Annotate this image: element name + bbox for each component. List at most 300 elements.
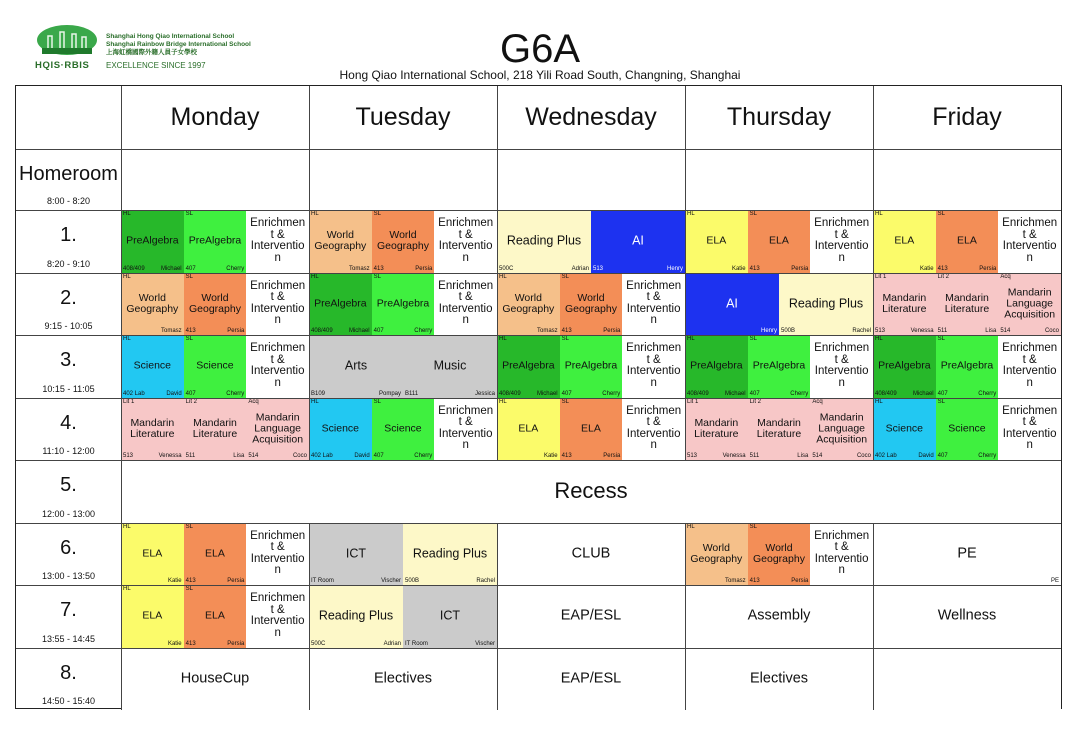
class-block[interactable] [810,210,873,273]
block-level-tag: SL [185,336,193,342]
class-block[interactable] [372,398,435,461]
class-teacher: Katie [167,640,182,647]
class-block[interactable] [309,335,403,398]
block-level-tag: HL [687,211,695,217]
class-teacher: Persia [603,328,621,334]
period-time: 12:00 - 13:00 [41,508,96,519]
class-block[interactable] [434,398,497,461]
page-title: G6A [499,27,581,71]
class-room: 407 [937,453,948,459]
class-block[interactable] [309,648,497,711]
day-header-monday: Monday [170,103,260,131]
class-block[interactable] [810,523,873,586]
block-level-tag: HL [123,586,131,592]
class-block[interactable] [685,648,873,711]
class-block[interactable] [403,335,497,398]
block-level-tag: Lit 2 [749,398,761,405]
class-teacher: Katie [167,578,182,584]
class-subject: Enrichmen t & Interventio n [250,342,306,389]
class-block[interactable] [748,523,811,586]
class-block[interactable] [184,523,247,586]
grid-line-v [685,523,686,711]
class-subject: World Geography [753,541,805,565]
class-subject: ICT [345,546,367,561]
class-block[interactable] [497,273,560,336]
class-block[interactable] [372,210,435,273]
class-subject: ELA [894,234,915,247]
class-block[interactable] [246,210,309,273]
class-subject: Music [433,358,467,373]
class-teacher: Lisa [233,453,245,459]
grid-line-v [873,523,874,711]
period-number: 2. [60,286,77,309]
excellence-text: EXCELLENCE SINCE 1997 [106,61,206,70]
class-teacher: PE [1050,578,1059,584]
class-subject: PreAlgebra [502,359,555,372]
class-block[interactable] [121,648,309,711]
class-block[interactable] [184,335,247,398]
header [0,0,1080,85]
class-block[interactable] [246,585,309,648]
class-block[interactable] [560,335,623,398]
class-teacher: Lisa [797,453,809,459]
class-subject: Science [384,422,422,435]
class-block[interactable] [246,523,309,586]
class-room: 407 [185,265,196,272]
block-level-tag: Acq [248,398,259,405]
grid-line-h [16,460,1061,461]
class-room: 514 [812,453,823,459]
class-room: 413 [185,328,196,334]
class-room: 408/409 [499,390,521,397]
class-block[interactable] [184,585,247,648]
class-room: 413 [937,265,948,272]
class-block[interactable] [309,273,372,336]
block-level-tag: SL [937,211,945,217]
school-name-2: Shanghai Rainbow Bridge International School [106,41,251,48]
class-subject: Mandarin Language Acquisition [252,411,304,446]
period-number: 5. [60,474,77,496]
period-time: 10:15 - 11:05 [42,383,95,394]
class-room: 407 [749,390,760,397]
class-block[interactable] [810,335,873,398]
grid-line-h [16,149,1061,150]
class-room: 402 Lab [311,453,333,459]
class-block[interactable] [622,335,685,398]
class-teacher: Katie [731,265,746,272]
class-block[interactable] [184,210,247,273]
class-block[interactable] [998,210,1061,273]
block-level-tag: HL [123,211,131,217]
class-teacher: David [354,453,370,459]
class-room: 513 [593,265,604,272]
class-teacher: Cherry [414,453,433,459]
class-subject: ELA [142,609,163,622]
class-subject: Enrichmen t & Interventio n [814,342,870,389]
class-subject: Mandarin Literature [130,416,175,440]
class-subject: Enrichmen t & Interventio n [1002,404,1058,452]
class-block[interactable] [403,585,497,648]
period-label [16,585,121,648]
class-block[interactable] [873,273,936,336]
day-header-friday: Friday [932,103,1002,131]
class-room: 408/409 [875,390,897,397]
period-number: Homeroom [19,163,118,185]
class-teacher: Tomasz [724,578,746,584]
block-level-tag: HL [123,523,131,530]
block-level-tag: HL [687,336,695,342]
class-subject: Electives [373,670,433,687]
class-subject: EAP/ESL [560,670,622,687]
class-subject: Reading Plus [412,546,488,561]
class-subject: PreAlgebra [376,297,430,310]
period-time: 9:15 - 10:05 [44,321,93,331]
class-teacher: Coco [856,453,871,459]
class-teacher: David [918,453,934,459]
class-room: 413 [749,578,760,584]
class-subject: ELA [769,234,789,247]
class-subject: Enrichmen t & Interventio n [626,404,682,452]
class-room: 513 [875,328,886,334]
class-subject: Science [321,422,359,435]
class-block[interactable] [403,523,497,586]
school-address: Hong Qiao International School, 218 Yili Road South, Changning, Shanghai [339,68,741,82]
class-block[interactable] [873,335,936,398]
class-room: 407 [373,453,384,459]
class-subject: ELA [957,234,977,247]
class-subject: EAP/ESL [560,607,622,624]
class-subject: Enrichmen t & Interventio n [1002,217,1058,264]
class-teacher: Cherry [602,390,621,397]
class-block[interactable] [936,210,999,273]
period-time: 13:00 - 13:50 [41,571,96,581]
block-level-tag: HL [875,336,883,342]
class-block[interactable] [497,398,560,461]
class-teacher: Cherry [414,328,433,334]
class-subject: Enrichmen t & Interventio n [438,279,494,327]
class-teacher: Cherry [978,390,997,397]
block-level-tag: SL [749,523,757,530]
class-subject: ELA [205,609,225,622]
day-header-wednesday: Wednesday [525,103,657,131]
class-block[interactable] [184,273,247,336]
class-block[interactable] [560,398,623,461]
class-subject: Science [885,422,923,435]
class-subject: World Geography [690,541,743,565]
class-subject: Mandarin Literature [694,416,739,440]
block-level-tag: HL [875,398,883,405]
class-room: IT Room [311,578,334,584]
class-teacher: Tomasz [536,328,558,334]
class-teacher: Tomasz [348,265,370,272]
block-level-tag: SL [185,523,193,530]
class-subject: Enrichmen t & Interventio n [814,217,870,264]
class-teacher: Lisa [985,328,997,334]
class-block[interactable] [121,273,184,336]
class-teacher: Jessica [474,390,495,397]
class-block[interactable] [873,210,936,273]
class-block[interactable] [497,523,685,586]
class-subject: Enrichmen t & Interventio n [250,529,306,577]
class-block[interactable] [873,398,936,461]
class-block[interactable] [372,273,435,336]
class-block[interactable] [685,585,873,648]
day-header-thursday: Thursday [726,103,832,131]
class-teacher: Persia [603,453,621,459]
class-subject: Mandarin Language Acquisition [1004,286,1056,321]
class-teacher: Persia [227,328,245,334]
grid-line-h [16,273,1061,274]
class-teacher: Coco [1044,328,1059,334]
class-teacher: Henry [760,328,777,334]
class-subject: PreAlgebra [940,359,994,372]
period-time: 8:00 - 8:20 [46,196,91,206]
class-room: 408/409 [311,328,333,334]
class-room: 500B [781,328,796,334]
grid-line-v [497,86,498,460]
class-room: 407 [561,390,572,397]
class-teacher: Persia [791,265,809,272]
class-teacher: Tomasz [160,328,182,334]
block-level-tag: SL [937,398,945,405]
class-subject: Reading Plus [506,233,582,248]
class-teacher: Vischer [381,578,401,584]
class-block[interactable] [685,398,748,461]
grid-line-h [16,335,1061,336]
grid-line-h [16,523,1061,524]
class-teacher: Henry [666,265,683,272]
class-subject: Assembly [747,607,811,624]
class-block[interactable] [810,398,873,461]
period-number: 8. [60,661,77,684]
class-block[interactable] [497,585,685,648]
class-block[interactable] [121,335,184,398]
block-level-tag: HL [875,211,883,217]
grid-line-v [497,523,498,711]
grid-line-v [121,86,122,710]
block-level-tag: HL [499,336,507,342]
class-block[interactable] [246,335,309,398]
class-subject: Mandarin Literature [756,416,802,440]
period-number: 7. [60,599,77,621]
class-block[interactable] [497,210,591,273]
class-block[interactable] [184,398,247,461]
class-subject: World Geography [502,291,555,315]
class-block[interactable] [434,210,497,273]
class-teacher: Adrian [383,640,401,647]
class-block[interactable] [685,273,779,336]
class-room: B109 [311,390,326,397]
block-level-tag: SL [185,586,193,592]
period-label [16,460,121,523]
class-teacher: Cherry [226,265,245,272]
class-block[interactable] [873,648,1061,711]
class-block[interactable] [497,335,560,398]
period-number: 6. [60,536,77,559]
class-teacher: Pompay [378,390,401,397]
class-subject: PE [957,545,977,562]
class-teacher: Persia [791,578,809,584]
class-block[interactable] [434,273,497,336]
class-teacher: Vischer [475,640,495,647]
class-block[interactable] [121,585,184,648]
class-subject: Enrichmen t & Interventio n [626,342,682,389]
block-level-tag: HL [311,273,319,280]
period-number: 3. [60,349,77,371]
class-teacher: Michael [912,390,934,397]
class-block[interactable] [748,210,811,273]
class-teacher: Cherry [226,390,245,397]
block-level-tag: HL [687,523,695,530]
class-subject: ELA [142,547,163,560]
block-level-tag: Acq [1000,273,1011,280]
class-block[interactable] [998,273,1061,336]
block-level-tag: SL [373,211,381,217]
class-subject: AI [632,233,644,248]
class-block[interactable] [685,210,748,273]
class-room: 513 [123,453,134,459]
class-subject: CLUB [571,545,611,562]
class-teacher: Rachel [852,328,871,334]
class-block[interactable] [685,335,748,398]
class-subject: World Geography [377,229,429,253]
class-subject: Electives [749,670,809,687]
class-subject: Enrichmen t & Interventio n [438,404,494,452]
class-block[interactable] [685,523,748,586]
class-room: 407 [373,328,384,334]
class-block[interactable] [560,273,623,336]
class-block[interactable] [591,210,685,273]
school-name-1: Shanghai Hong Qiao International School [106,33,235,40]
class-subject: Science [133,359,171,372]
block-level-tag: Lit 1 [123,398,135,405]
block-level-tag: Lit 1 [875,273,887,280]
class-block[interactable] [873,585,1061,648]
period-label [16,149,121,210]
class-subject: Science [948,422,986,435]
class-subject: ICT [439,608,461,623]
class-teacher: Venessa [722,453,746,459]
grid-line-h [16,648,1061,649]
class-block[interactable] [246,273,309,336]
class-subject: ELA [706,234,727,247]
class-subject: Wellness [937,607,997,624]
block-level-tag: Acq [812,398,823,405]
class-block[interactable] [622,273,685,336]
block-level-tag: HL [499,273,507,280]
class-room: 500B [405,578,420,584]
class-block[interactable] [748,398,811,461]
period-label [16,335,121,398]
school-name-3: 上海虹橋國際外籍人員子女學校 [106,49,197,56]
class-room: 500C [499,265,514,272]
class-block[interactable] [309,523,403,586]
class-subject: PreAlgebra [126,234,179,247]
class-block[interactable] [622,398,685,461]
class-teacher: Coco [292,453,307,459]
class-room: 413 [373,265,384,272]
class-block[interactable] [121,523,184,586]
class-teacher: David [166,390,182,397]
period-time: 14:50 - 15:40 [41,696,96,706]
class-block[interactable] [998,335,1061,398]
class-room: 514 [248,453,259,459]
class-block[interactable] [309,585,403,648]
grid-line-v [309,86,310,460]
period-time: 8:20 - 9:10 [46,258,91,269]
block-level-tag: SL [561,336,569,342]
period-number: 4. [60,411,77,434]
class-subject: Enrichmen t & Interventio n [250,217,306,264]
block-level-tag: HL [123,336,131,342]
grid-line-v [685,86,686,460]
period-label [16,523,121,586]
class-block[interactable] [121,210,184,273]
block-level-tag: HL [311,398,319,405]
class-teacher: Cherry [978,453,997,459]
class-block[interactable] [748,335,811,398]
class-block[interactable] [998,398,1061,461]
class-teacher: Rachel [476,578,495,584]
class-block[interactable] [779,273,873,336]
block-level-tag: HL [123,273,131,280]
block-level-tag: Lit 1 [687,398,699,405]
block-level-tag: SL [561,273,569,280]
class-block[interactable] [497,648,685,711]
class-room: 500C [311,640,326,647]
class-block[interactable] [936,398,999,461]
class-block[interactable] [309,398,372,461]
class-teacher: Persia [415,265,433,272]
class-room: 513 [687,453,698,459]
block-level-tag: HL [499,398,507,405]
block-level-tag: Lit 2 [937,273,949,280]
class-block[interactable] [936,273,999,336]
class-room: 402 Lab [875,453,897,459]
period-label [16,398,121,461]
class-teacher: Persia [979,265,997,272]
class-teacher: Michael [536,390,558,397]
class-subject: PreAlgebra [314,297,367,310]
class-teacher: Venessa [158,453,182,459]
block-level-tag: SL [937,336,945,342]
class-subject: Mandarin Literature [944,291,990,315]
class-block[interactable] [873,523,1061,586]
grid-line-h [16,585,1061,586]
class-room: 413 [561,453,572,459]
class-subject: Reading Plus [788,296,864,311]
period-number: 1. [60,224,77,246]
class-subject: World Geography [189,291,241,315]
class-subject: World Geography [314,229,367,253]
class-subject: Mandarin Literature [882,291,927,315]
grid-line-h [16,210,1061,211]
class-block[interactable] [309,210,372,273]
class-subject: PreAlgebra [690,359,743,372]
class-block[interactable] [936,335,999,398]
class-room: B111 [405,390,419,397]
class-block[interactable] [121,398,184,461]
class-block[interactable] [246,398,309,461]
class-subject: Arts [344,358,368,373]
class-subject: Enrichmen t & Interventio n [626,279,682,327]
class-teacher: Adrian [571,265,589,272]
class-subject: HouseCup [180,670,250,687]
class-teacher: Katie [543,453,558,459]
class-teacher: Cherry [790,390,809,397]
class-room: 408/409 [687,390,709,397]
class-subject: ELA [205,547,225,560]
